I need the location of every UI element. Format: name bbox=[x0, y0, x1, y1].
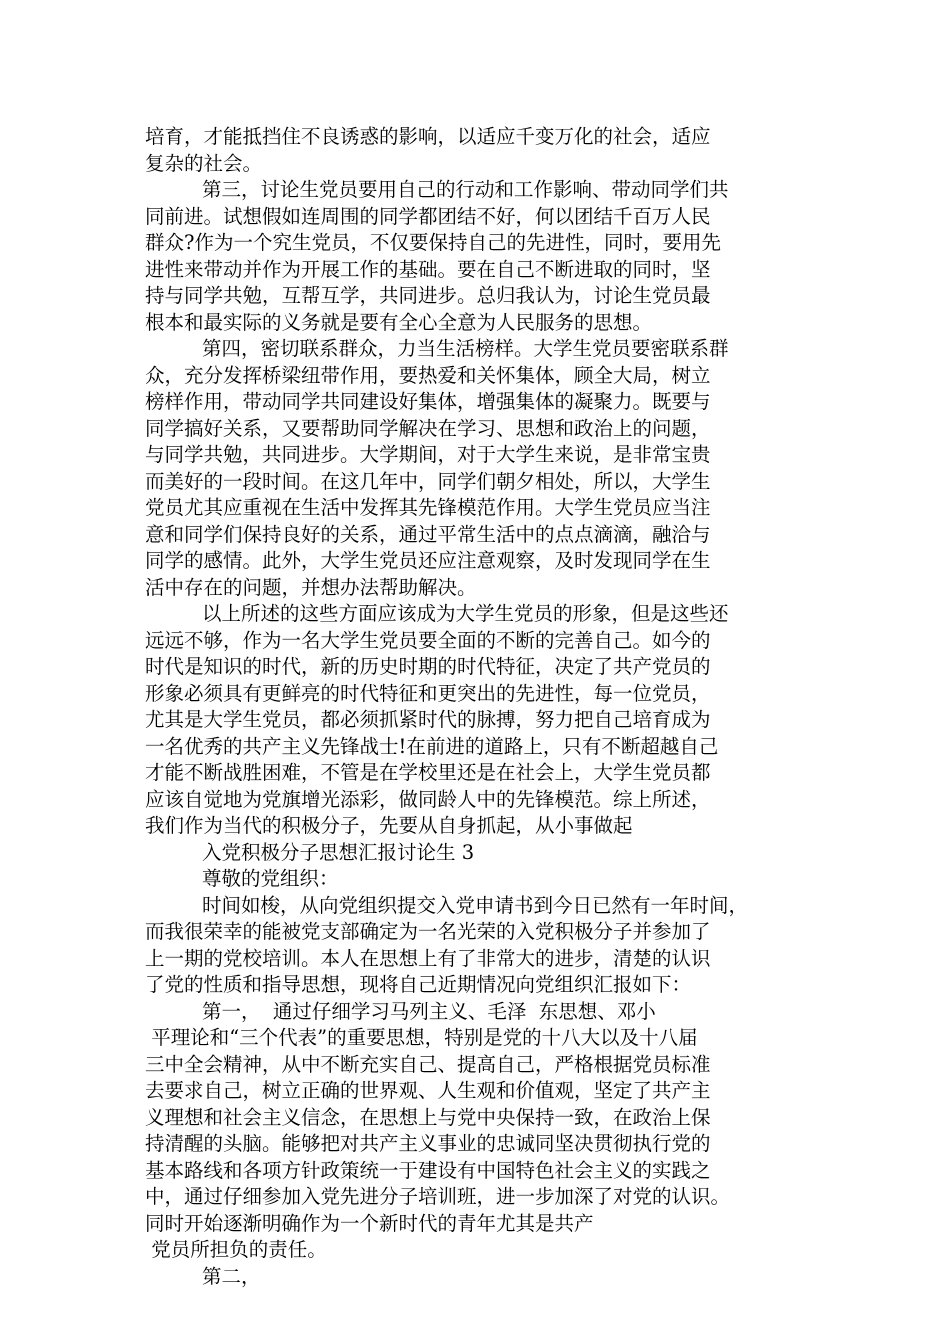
text-line: 党员尤其应重视在生活中发挥其先锋模范作用。大学生党员应当注 bbox=[145, 496, 711, 519]
text-line: 与同学共勉，共同进步。大学期间，对于大学生来说，是非常宝贵 bbox=[145, 443, 711, 466]
text-line: 平理论和“三个代表”的重要思想，特别是党的十八大以及十八届 bbox=[145, 1026, 698, 1049]
paragraph-start-line: 入党积极分子思想汇报讨论生 3 bbox=[202, 840, 475, 864]
text-line: 群众?作为一个究生党员，不仅要保持自己的先进性，同时，要用先 bbox=[145, 231, 721, 254]
paragraph-start-line: 尊敬的党组织： bbox=[202, 867, 339, 890]
paragraph-start-line: 第四，密切联系群众，力当生活榜样。大学生党员要密联系群 bbox=[202, 337, 729, 360]
text-line: 同前进。试想假如连周围的同学都团结不好，何以团结千百万人民 bbox=[145, 204, 711, 228]
text-line: 基本路线和各项方针政策统一于建设有中国特色社会主义的实践之 bbox=[145, 1158, 711, 1182]
text-line: 上一期的党校培训。本人在思想上有了非常大的进步，清楚的认识 bbox=[145, 946, 711, 970]
text-line: 才能不断战胜困难，不管是在学校里还是在社会上，大学生党员都 bbox=[145, 761, 711, 784]
text-line: 培育，才能抵挡住不良诱惑的影响，以适应千变万化的社会，适应 bbox=[145, 125, 711, 148]
text-line: 形象必须具有更鲜亮的时代特征和更突出的先进性，每一位党员， bbox=[145, 681, 711, 705]
text-line: 三中全会精神，从中不断充实自己、提高自己，严格根据党员标准 bbox=[145, 1052, 711, 1076]
text-line: 同学搞好关系，又要帮助同学解决在学习、思想和政治上的问题， bbox=[145, 416, 711, 440]
text-line: 党员所担负的责任。 bbox=[145, 1238, 327, 1261]
text-line: 而美好的一段时间。在这几年中，同学们朝夕相处，所以，大学生 bbox=[145, 469, 711, 493]
text-line: 活中存在的问题，并想办法帮助解决。 bbox=[145, 575, 477, 599]
text-line: 进性来带动并作为开展工作的基础。要在自己不断进取的同时，坚 bbox=[145, 257, 711, 281]
text-line: 时代是知识的时代，新的历史时期的时代特征，决定了共产党员的 bbox=[145, 655, 711, 678]
text-line: 远远不够，作为一名大学生党员要全面的不断的完善自己。如今的 bbox=[145, 628, 711, 652]
text-line: 意和同学们保持良好的关系，通过平常生活中的点点滴滴，融洽与 bbox=[145, 522, 711, 546]
text-line: 持与同学共勉，互帮互学，共同进步。总归我认为，讨论生党员最 bbox=[145, 284, 711, 307]
text-line: 众，充分发挥桥梁纽带作用，要热爱和关怀集体，顾全大局，树立 bbox=[145, 363, 711, 387]
text-line: 同学的感情。此外，大学生党员还应注意观察，及时发现同学在生 bbox=[145, 549, 711, 572]
paragraph-start-line: 以上所述的这些方面应该成为大学生党员的形象，但是这些还 bbox=[202, 602, 729, 625]
text-line: 持清醒的头脑。能够把对共产主义事业的忠诚同坚决贯彻执行党的 bbox=[145, 1132, 711, 1155]
text-line: 榜样作用，带动同学共同建设好集体，增强集体的凝聚力。既要与 bbox=[145, 390, 711, 413]
text-line: 复杂的社会。 bbox=[145, 151, 263, 175]
text-line: 义理想和社会主义信念，在思想上与党中央保持一致，在政治上保 bbox=[145, 1105, 711, 1129]
document-page bbox=[145, 124, 805, 1290]
text-line: 我们作为当代的积极分子，先要从自身抓起，从小事做起 bbox=[145, 814, 633, 837]
paragraph-start-line: 时间如梭，从向党组织提交入党申请书到今日已然有一年时间， bbox=[202, 893, 749, 917]
text-line: 尤其是大学生党员，都必须抓紧时代的脉搏，努力把自己培育成为 bbox=[145, 708, 711, 731]
paragraph-start-line: 第三，讨论生党员要用自己的行动和工作影响、带动同学们共 bbox=[202, 178, 729, 201]
text-line: 根本和最实际的义务就是要有全心全意为人民服务的思想。 bbox=[145, 310, 653, 334]
paragraph-start-line: 第一， 通过仔细学习马列主义、毛泽 东思想、邓小 bbox=[202, 999, 656, 1023]
text-line: 了党的性质和指导思想，现将自己近期情况向党组织汇报如下： bbox=[145, 973, 692, 996]
text-line: 而我很荣幸的能被党支部确定为一名光荣的入党积极分子并参加了 bbox=[145, 920, 711, 943]
text-line: 中，通过仔细参加入党先进分子培训班，进一步加深了对党的认识。 bbox=[145, 1185, 731, 1208]
text-line: 去要求自己，树立正确的世界观、人生观和价值观，坚定了共产主 bbox=[145, 1079, 711, 1102]
paragraph-start-line: 第二， bbox=[202, 1264, 261, 1288]
text-line: 一名优秀的共产主义先锋战士!在前进的道路上，只有不断超越自己 bbox=[145, 734, 719, 758]
text-line: 同时开始逐渐明确作为一个新时代的青年尤其是共产 bbox=[145, 1211, 594, 1235]
text-line: 应该自觉地为党旗增光添彩，做同龄人中的先锋模范。综上所述， bbox=[145, 787, 711, 811]
